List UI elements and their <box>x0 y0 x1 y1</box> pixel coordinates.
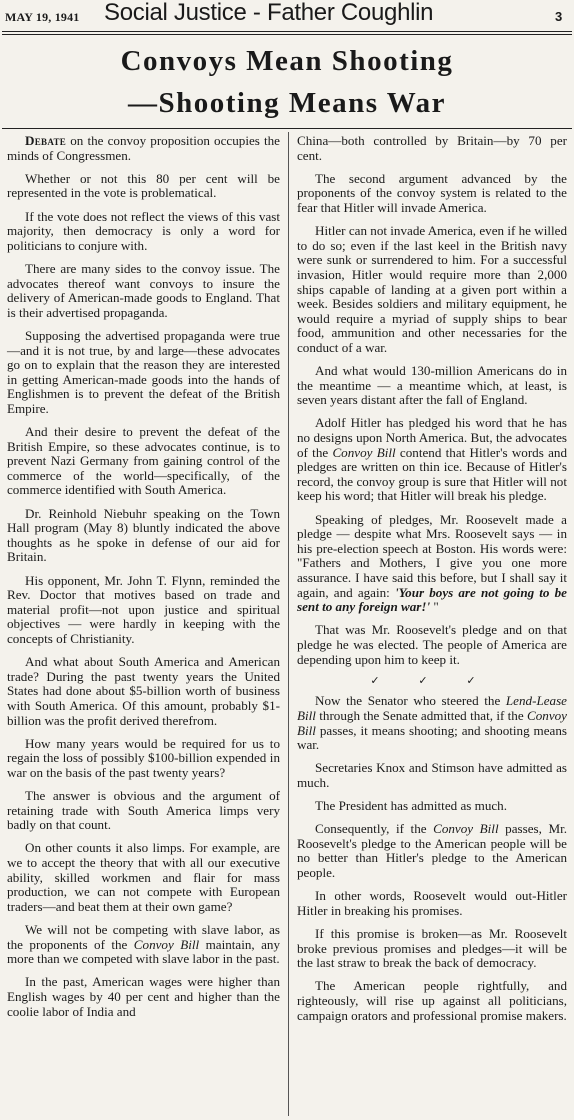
page-number: 3 <box>555 9 563 24</box>
paragraph: Consequently, if the Convoy Bill passes, Mr. Roosevelt's pledge to the American people will be no better than Hitler's pledge to the American people. <box>297 821 567 881</box>
column-divider <box>288 132 289 1116</box>
header-rule <box>2 31 572 32</box>
bill-name: Convoy Bill <box>133 936 200 952</box>
bill-name: Convoy Bill <box>297 707 567 738</box>
headline-line-1: Convoys Mean Shooting <box>120 45 454 77</box>
paragraph: And their desire to prevent the defeat of the British Empire, so these advocates continue, is to prevent Nazi Germany from gaining control of the commerce of the world—specifically, of the commerce identified with South America. <box>7 424 280 498</box>
paragraph: Supposing the advertised propaganda were true—and it is not true, by and large—these advocates go on to explain that the reason they are interested in getting American-made goods into the hands of Englishmen is to prevent the defeat of the British Empire. <box>7 327 280 416</box>
issue-date: MAY 19, 1941 <box>5 10 80 24</box>
quoted-pledge: 'Your boys are not going to be sent to any foreign war!' <box>297 584 567 615</box>
bill-name: Lend-Lease Bill <box>297 693 567 723</box>
paragraph: His opponent, Mr. John T. Flynn, reminded the Rev. Doctor that motives based on trade and material profit—not upon justice and spiritual objectives — were hardly in keeping with the concepts of Christianity. <box>7 572 280 646</box>
paragraph: And what about South America and American trade? During the past twenty years the United States had done about $5-billion worth of business with South America. Of this amount, probably $1-billion was the profit derived therefrom. <box>7 654 280 728</box>
paragraph: In other words, Roosevelt would out-Hitler Hitler in breaking his promises. <box>297 888 567 918</box>
masthead-title: Social Justice - Father Coughlin <box>104 0 434 26</box>
paragraph: And what would 130-million Americans do in the meantime — a meantime which, at least, is seven years distant after the fall of England. <box>297 363 567 408</box>
section-separator: ✓ ✓ ✓ <box>370 674 494 687</box>
paragraph: Debate on the convoy proposition occupies the minds of Congressmen. <box>7 133 280 163</box>
paragraph: Dr. Reinhold Niebuhr speaking on the Town Hall program (May 8) bluntly indicated the above thoughts as he spoke in defense of our aid for Britain. <box>7 505 280 565</box>
paragraph: That was Mr. Roosevelt's pledge and on that pledge he was elected. The people of America are depending upon him to keep it. <box>297 622 567 667</box>
bill-name: Convoy Bill <box>332 444 396 460</box>
header-rule-secondary <box>2 34 572 35</box>
paragraph: We will not be competing with slave labor, as the proponents of the Convoy Bill maintain, any more than we competed with slave labor in the past. <box>7 922 280 967</box>
paragraph: If this promise is broken—as Mr. Roosevelt broke previous promises and pledges—it will be the last straw to break the back of democracy. <box>297 926 567 971</box>
paragraph: Adolf Hitler has pledged his word that he has no designs upon North America. But, the advocates of the Convoy Bill contend that Hitler's words and pledges are written on thin ice. Because of Hitler's record, the convoy group is sure that Hitler will not keep his word; that Hitler will break his pledge. <box>297 415 567 504</box>
paragraph: If the vote does not reflect the views of this vast majority, then democracy is only a word for politicians to conjure with. <box>7 208 280 253</box>
paragraph: Now the Senator who steered the Lend-Lease Bill through the Senate admitted that, if the Convoy Bill passes, it means shooting; and shooting means war. <box>297 693 567 753</box>
paragraph: Whether or not this 80 per cent will be represented in the vote is problematical. <box>7 170 280 201</box>
paragraph: How many years would be required for us to regain the loss of possibly $100-billion expended in war on the basis of the past twenty years? <box>7 735 280 780</box>
lead-word: Debate <box>25 133 67 148</box>
article-headline <box>0 40 574 124</box>
paragraph: In the past, American wages were higher than English wages by 40 per cent and higher than the coolie labor of India and <box>7 974 280 1019</box>
paragraph: The President has admitted as much. <box>315 798 507 814</box>
paragraph: The American people rightfully, and righteously, will rise up against all politicians, campaign orators and professional promise makers. <box>297 978 567 1023</box>
paragraph: On other counts it also limps. For example, are we to accept the theory that with all our executive ability, skilled workmen and flair for mass production, we can not compete with European traders—and beat them at their own game? <box>7 840 280 914</box>
headline-line-2: —Shooting Means War <box>127 87 446 119</box>
paragraph: Speaking of pledges, Mr. Roosevelt made a pledge — despite what Mrs. Roosevelt says — in his pre-election speech at Boston. His words were: "Fathers and Mothers, I give you one more assurance. I have said this before, but I shall say it again, and again: 'Your boys are not going to be sent to any foreign war!' " <box>297 511 567 615</box>
bill-name: Convoy Bill <box>433 821 499 837</box>
left-column <box>7 134 280 1028</box>
paragraph: Hitler can not invade America, even if he willed to do so; even if the last keel in the British navy were sunk or surrendered to him. For a successful invasion, Hitler would require more than 2,000 ships capable of landing at a given port within a week. Besides soldiers and military equipment, he would require a myriad of supply ships to bear food, ammunition and other necessaries for the conduct of a war. <box>297 223 567 355</box>
page-header <box>0 0 574 34</box>
paragraph: Secretaries Knox and Stimson have admitted as much. <box>297 760 567 790</box>
paragraph: The second argument advanced by the proponents of the convoy system is related to the fear that Hitler will invade America. <box>297 170 567 215</box>
headline-rule <box>2 128 572 129</box>
paragraph: The answer is obvious and the argument of retaining trade with South America limps very badly on that count. <box>7 788 280 833</box>
paragraph-continued: China—both controlled by Britain—by 70 per cent. <box>297 133 567 163</box>
paragraph: There are many sides to the convoy issue. The advocates thereof want convoys to insure the delivery of American-made goods to England. That is their advertised propaganda. <box>7 260 280 320</box>
right-column <box>297 134 567 1032</box>
